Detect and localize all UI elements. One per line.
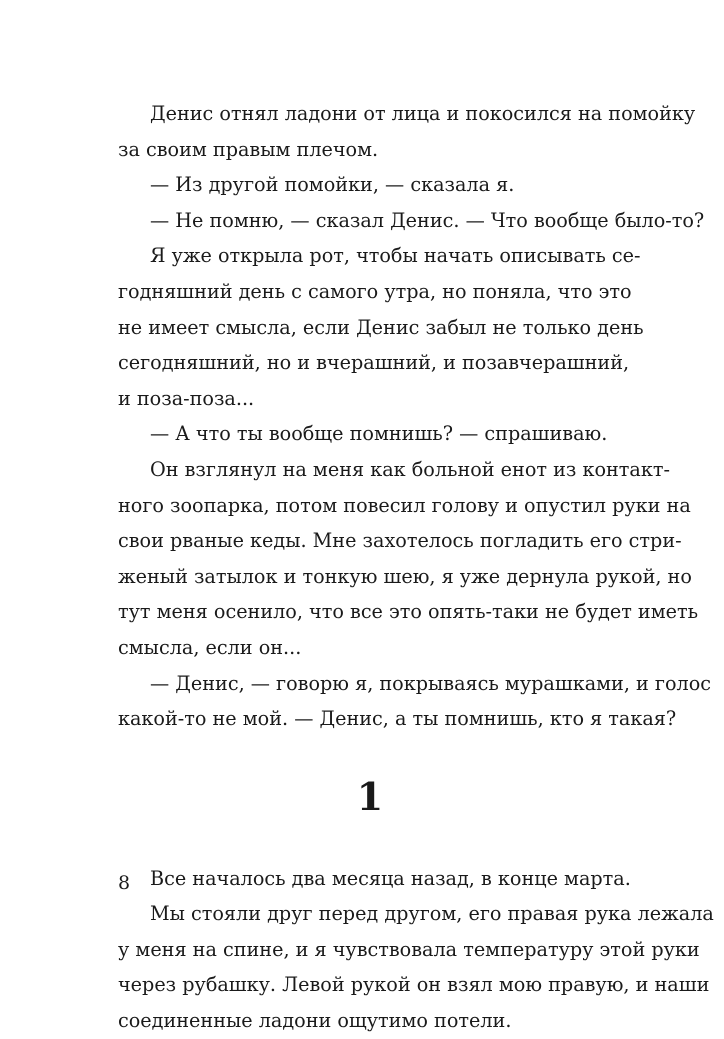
text-line: какой-то не мой. — Денис, а ты помнишь, кто я такая?: [118, 707, 677, 731]
text-line: Он взглянул на меня как больной енот из контакт-: [150, 457, 670, 481]
text-section-chapter-one: [118, 861, 714, 1039]
page-body: [118, 96, 714, 1039]
text-line: — Денис, — говорю я, покрываясь мурашками, и голос: [150, 671, 712, 695]
text-line: не имеет смысла, если Денис забыл не только день: [118, 315, 644, 339]
text-line: смысла, если он...: [118, 635, 302, 659]
text-line: — Из другой помойки, — сказала я.: [150, 173, 515, 197]
text-line: — А что ты вообще помнишь? — спрашиваю.: [150, 422, 608, 446]
text-line: и поза-поза...: [118, 386, 255, 410]
text-line: свои рваные кеды. Мне захотелось погладить его стри-: [118, 529, 682, 553]
chapter-heading: 1: [356, 773, 384, 819]
text-line: Все началось два месяца назад, в конце марта.: [150, 866, 631, 890]
text-line: за своим правым плечом.: [118, 137, 379, 161]
text-line: сегодняшний, но и вчерашний, и позавчерашний,: [118, 351, 630, 375]
text-line: Я уже открыла рот, чтобы начать описывать се-: [150, 244, 641, 268]
text-line: женый затылок и тонкую шею, я уже дернула рукой, но: [118, 564, 692, 588]
text-line: тут меня осенило, что все это опять-таки не будет иметь: [118, 600, 699, 624]
text-line: соединенные ладони ощутимо потели.: [118, 1009, 512, 1033]
text-line: ного зоопарка, потом повесил голову и опустил руки на: [118, 493, 691, 517]
text-line: — Не помню, — сказал Денис. — Что вообще было-то?: [150, 208, 705, 232]
text-section-before-chapter: [118, 96, 712, 737]
text-line: у меня на спине, и я чувствовала температуру этой руки: [118, 937, 700, 961]
text-line: Мы стояли друг перед другом, его правая рука лежала: [150, 902, 714, 926]
text-line: через рубашку. Левой рукой он взял мою правую, и наши: [118, 973, 710, 997]
text-line: Денис отнял ладони от лица и покосился на помойку: [150, 102, 696, 125]
page-number: 8: [118, 872, 131, 894]
text-line: годняшний день с самого утра, но поняла, что это: [118, 279, 632, 303]
